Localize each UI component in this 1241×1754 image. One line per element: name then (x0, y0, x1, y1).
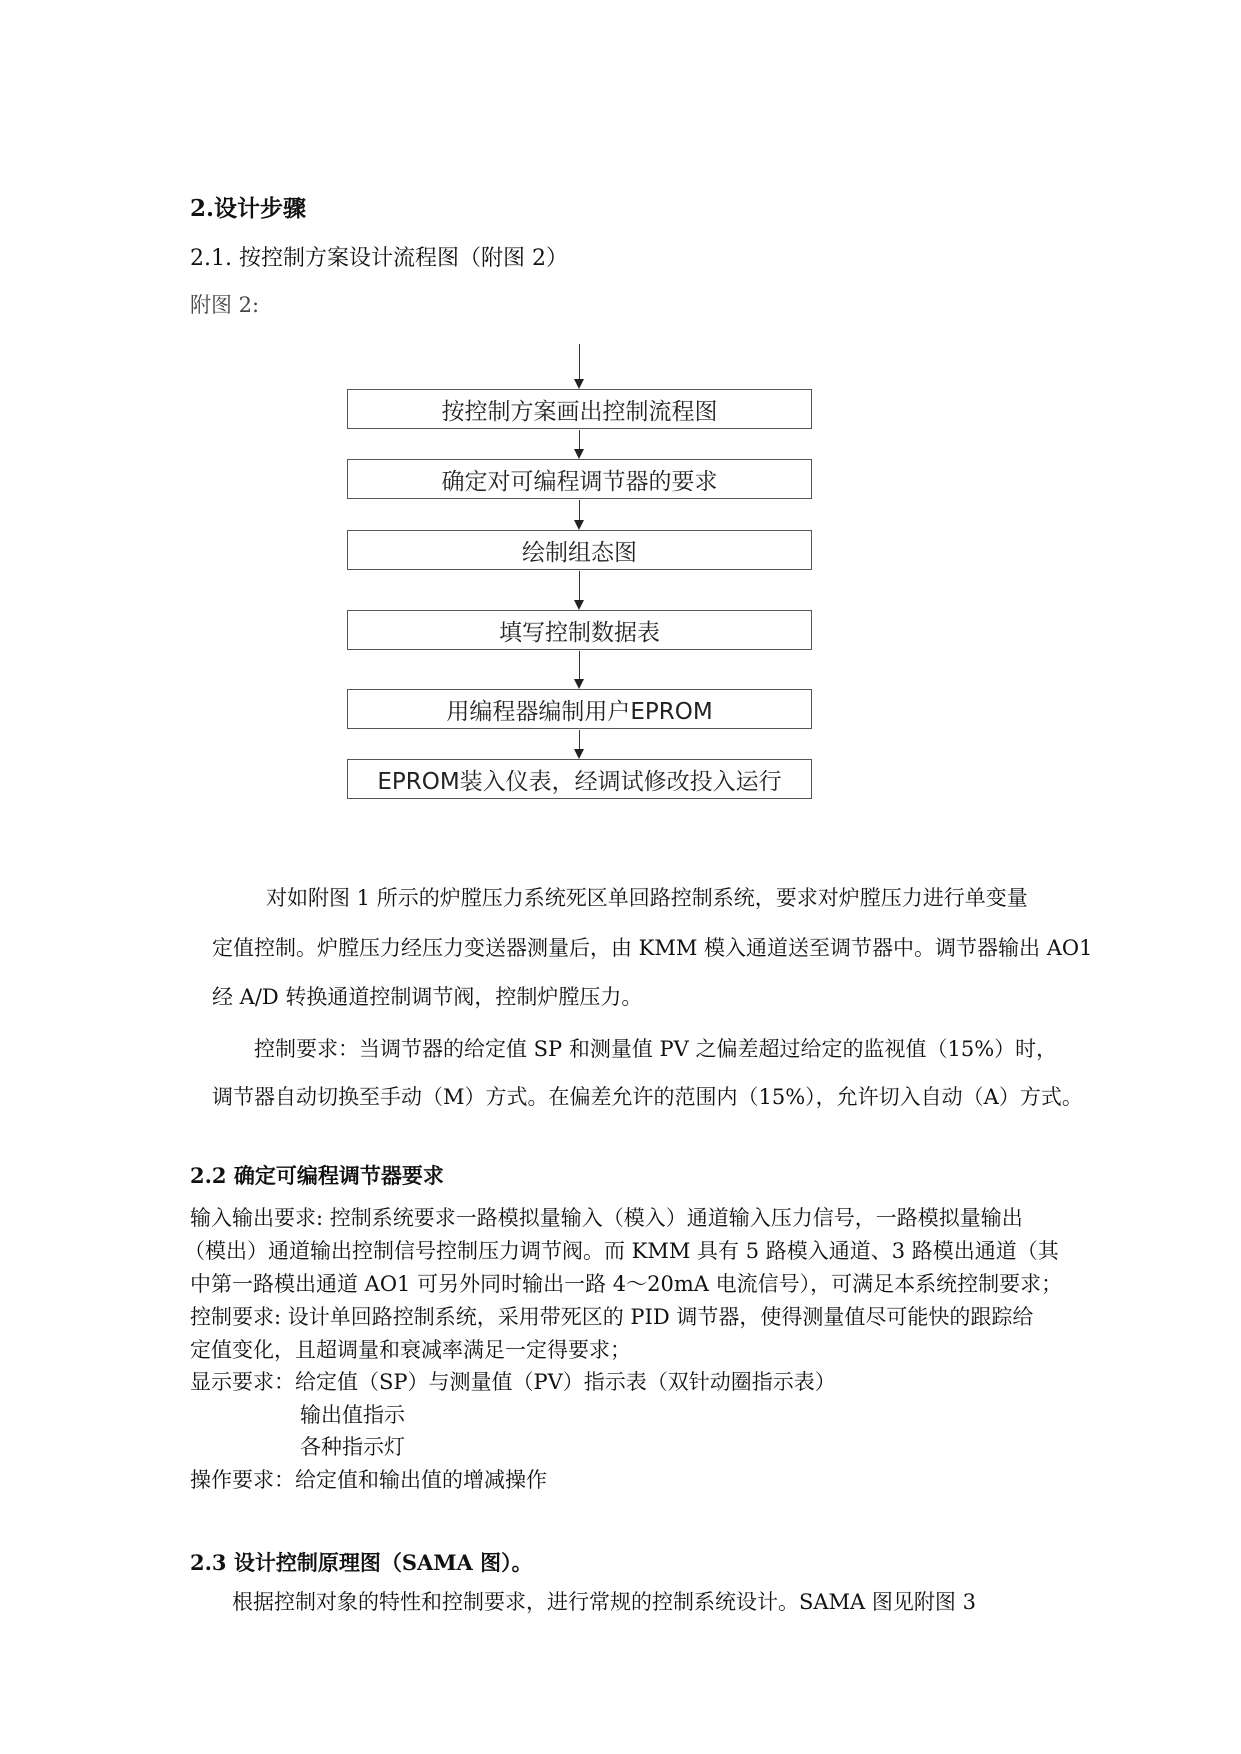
flow-connector (579, 571, 580, 601)
requirement-line: 输入输出要求: 控制系统要求一路模拟量输入（模入）通道输入压力信号，一路模拟量输出 (190, 1206, 1023, 1230)
arrow-down-icon (574, 679, 584, 689)
flow-step-6: EPROM装入仪表，经调试修改投入运行 (347, 759, 812, 799)
requirement-line: 各种指示灯 (300, 1435, 405, 1459)
arrow-down-icon (574, 520, 584, 530)
subsection-heading-2-3: 2.3 设计控制原理图（SAMA 图）。 (190, 1550, 533, 1575)
flow-step-3: 绘制组态图 (347, 530, 812, 570)
flow-connector (579, 651, 580, 680)
requirement-line: （模出）通道输出控制信号控制压力调节阀。而 KMM 具有 5 路模入通道、3 路模出通道（其 (184, 1239, 1059, 1263)
flow-connector (579, 344, 580, 380)
requirement-line: 定值变化，且超调量和衰减率满足一定得要求； (190, 1338, 631, 1362)
flow-step-2: 确定对可编程调节器的要求 (347, 459, 812, 499)
arrow-down-icon (574, 449, 584, 459)
paragraph-line: 调节器自动切换至手动（M）方式。在偏差允许的范围内（15%），允许切入自动（A）方式。 (212, 1085, 1083, 1109)
paragraph-line: 对如附图 1 所示的炉膛压力系统死区单回路控制系统，要求对炉膛压力进行单变量 (266, 886, 1028, 910)
paragraph-line: 定值控制。炉膛压力经压力变送器测量后，由 KMM 模入通道送至调节器中。调节器输出 AO1 (212, 936, 1093, 960)
figure-label: 附图 2: (190, 293, 260, 317)
arrow-down-icon (574, 379, 584, 389)
subsection-heading-2-2: 2.2 确定可编程调节器要求 (190, 1163, 444, 1188)
section-heading: 2.设计步骤 (190, 195, 307, 222)
arrow-down-icon (574, 600, 584, 610)
requirement-line: 中第一路模出通道 AO1 可另外同时输出一路 4～20mA 电流信号），可满足本系统控制要求； (190, 1272, 1063, 1296)
paragraph-line: 控制要求：当调节器的给定值 SP 和测量值 PV 之偏差超过给定的监视值（15%）时， (254, 1037, 1058, 1061)
paragraph-line: 根据控制对象的特性和控制要求，进行常规的控制系统设计。SAMA 图见附图 3 (232, 1590, 976, 1614)
flow-connector (579, 730, 580, 750)
flow-connector (579, 500, 580, 521)
requirement-line: 操作要求：给定值和输出值的增减操作 (190, 1468, 547, 1492)
requirement-line: 输出值指示 (300, 1403, 405, 1427)
requirement-line: 显示要求：给定值（SP）与测量值（PV）指示表（双针动圈指示表） (190, 1370, 836, 1394)
flow-step-5: 用编程器编制用户EPROM (347, 689, 812, 729)
paragraph-line: 经 A/D 转换通道控制调节阀，控制炉膛压力。 (212, 985, 643, 1009)
flow-step-1: 按控制方案画出控制流程图 (347, 389, 812, 429)
requirement-line: 控制要求: 设计单回路控制系统，采用带死区的 PID 调节器，使得测量值尽可能快的跟踪给 (190, 1305, 1034, 1329)
flow-step-4: 填写控制数据表 (347, 610, 812, 650)
subsection-heading-2-1: 2.1. 按控制方案设计流程图（附图 2） (190, 246, 568, 271)
flow-connector (579, 430, 580, 450)
arrow-down-icon (574, 749, 584, 759)
